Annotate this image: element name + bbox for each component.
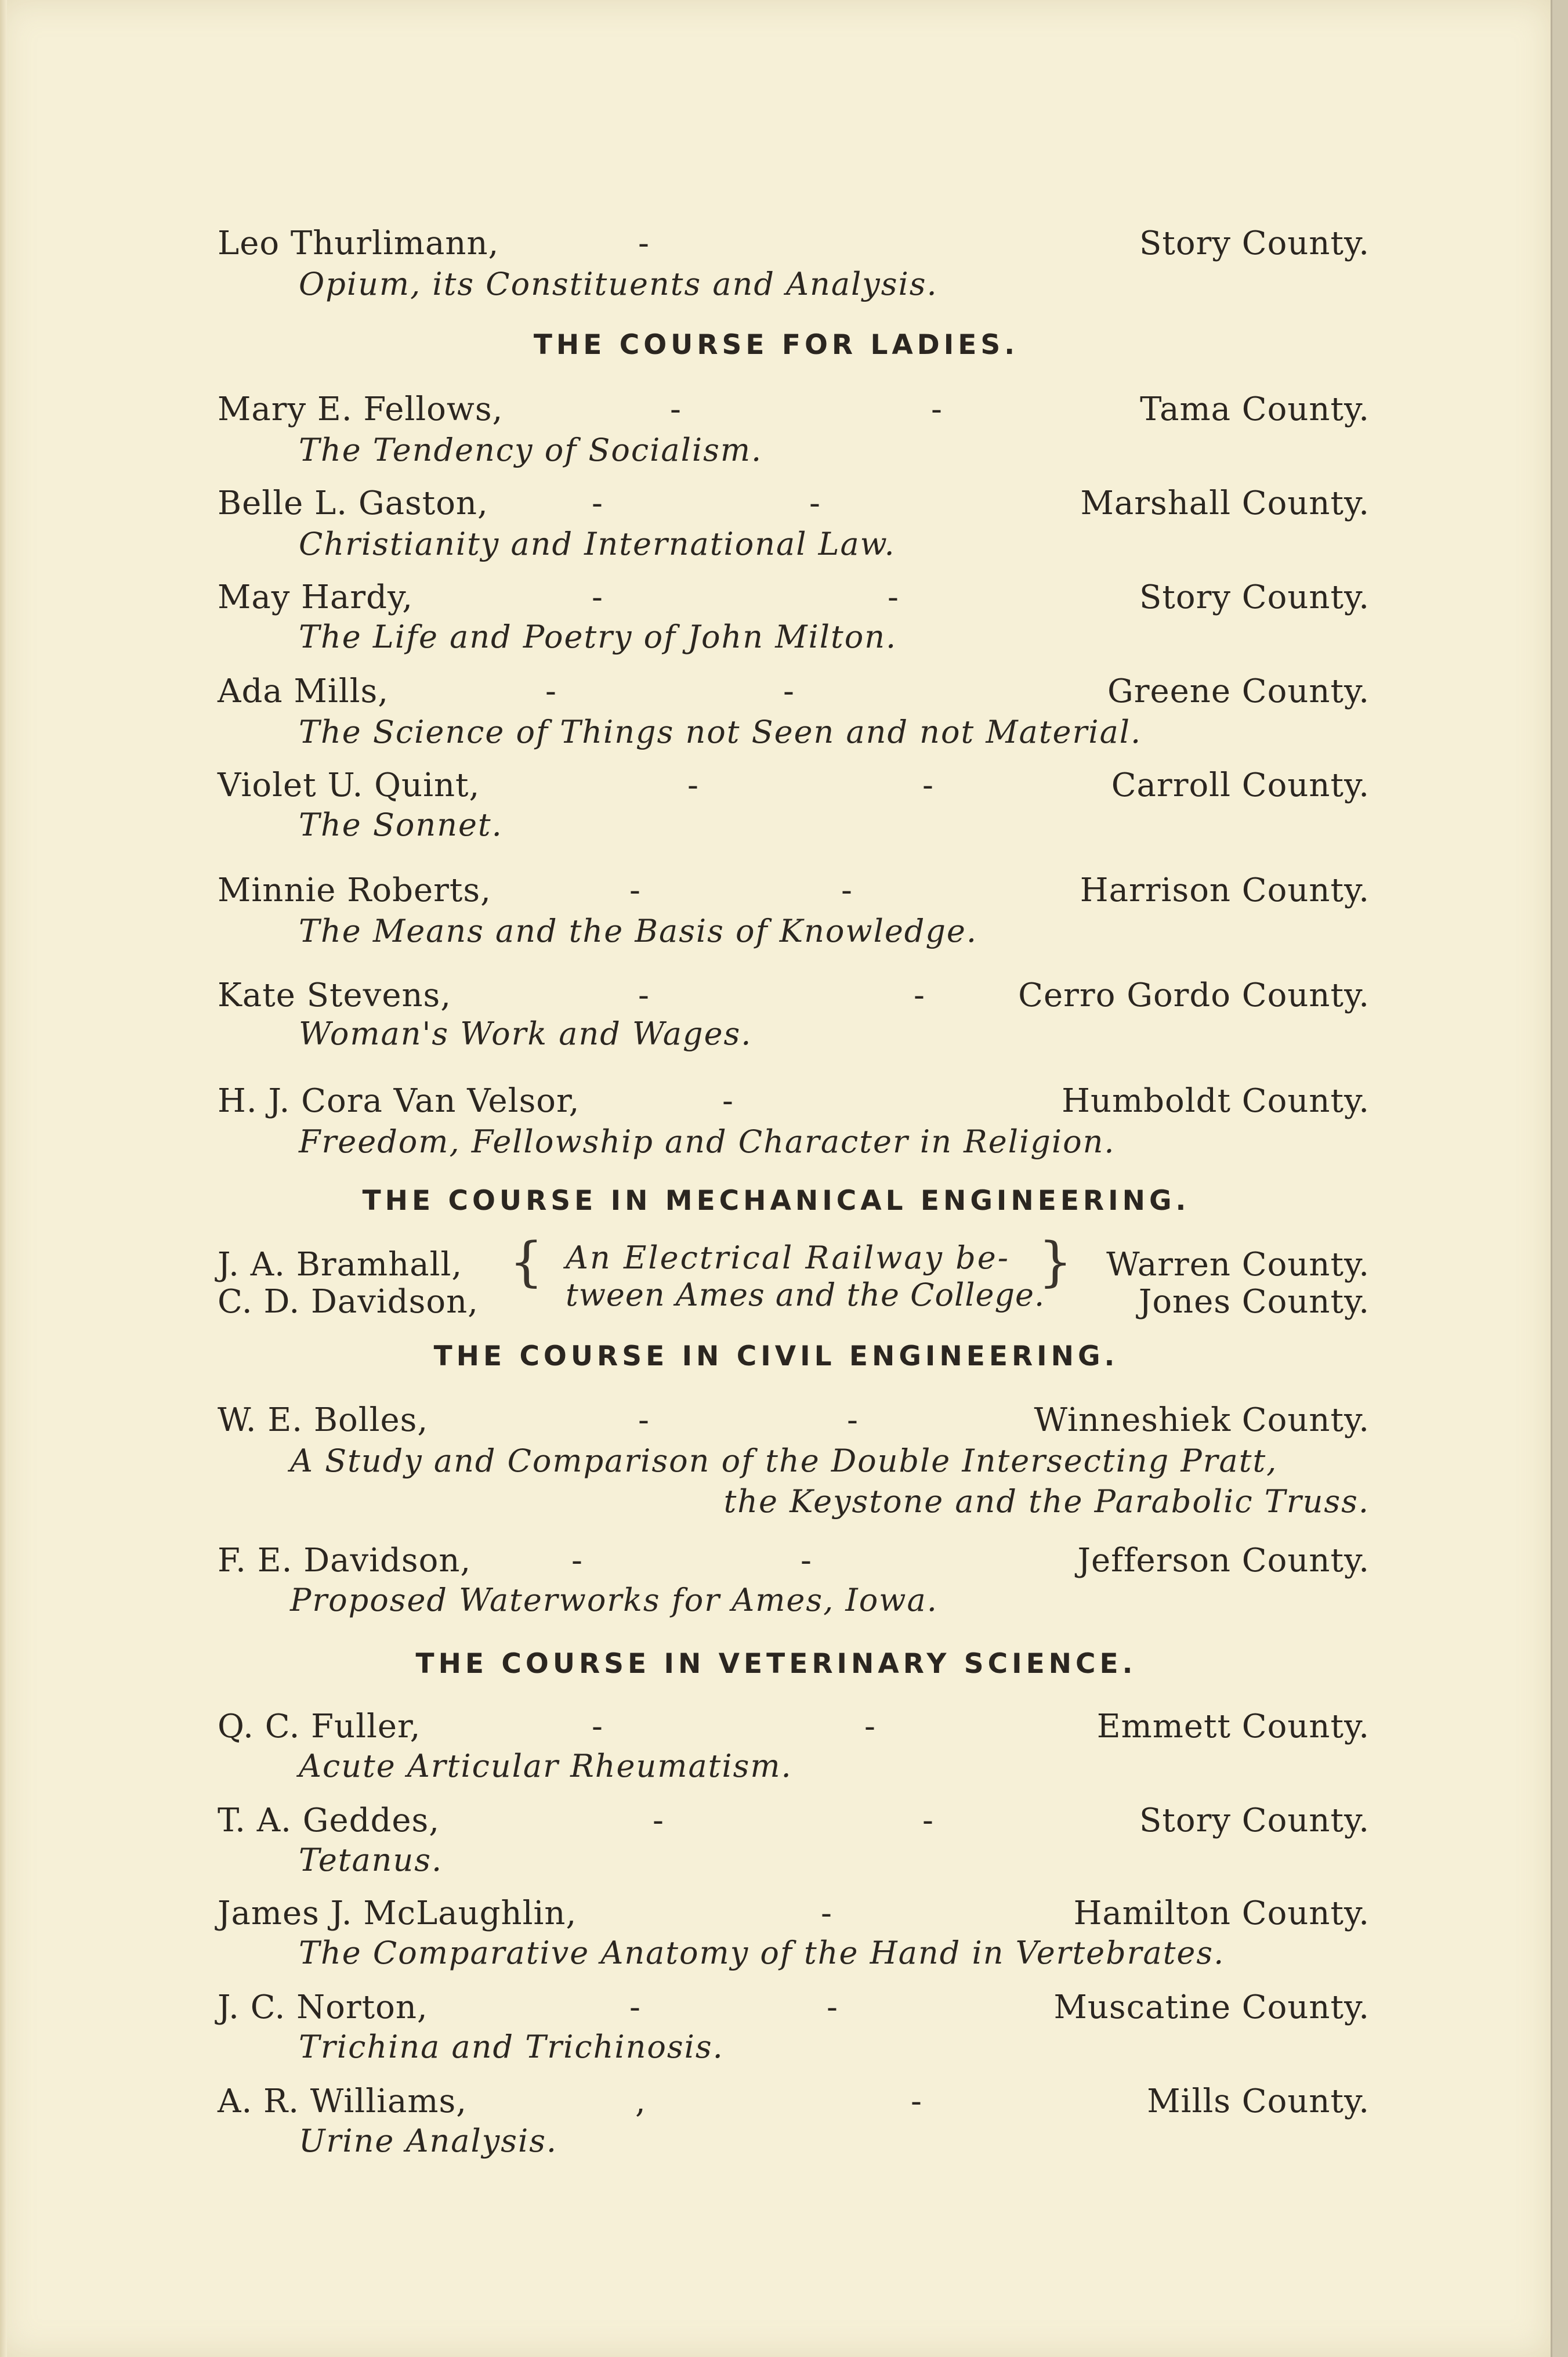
- entry-row: [0, 1886, 1552, 1932]
- student-county: Jones County.: [1138, 1283, 1370, 1321]
- entry-row: [0, 1393, 1552, 1439]
- student-name: C. D. Davidson,: [218, 1283, 479, 1321]
- entry-row: [0, 968, 1552, 1014]
- right-brace: }: [1038, 1231, 1073, 1293]
- student-county: Muscatine County.: [1053, 1989, 1370, 2026]
- dash-separator: -: [931, 391, 942, 428]
- thesis-title-line-2: tween Ames and the College.: [566, 1277, 1045, 1313]
- student-name: A. R. Williams,: [218, 2083, 468, 2120]
- dash-separator: -: [638, 225, 649, 262]
- student-name: May Hardy,: [218, 579, 414, 616]
- student-name: Minnie Roberts,: [218, 872, 491, 909]
- thesis-title: The Tendency of Socialism.: [299, 432, 763, 468]
- comma-separator: ,: [635, 2083, 646, 2120]
- dash-separator: -: [687, 767, 698, 804]
- dash-separator: -: [847, 1401, 858, 1439]
- thesis-title-line-2: the Keystone and the Parabolic Truss.: [723, 1483, 1370, 1520]
- student-county: Hamilton County.: [1073, 1895, 1370, 1932]
- student-county: Greene County.: [1107, 673, 1370, 710]
- dash-separator: -: [809, 485, 820, 522]
- entry-row: [0, 863, 1552, 909]
- dash-separator: -: [629, 1989, 640, 2026]
- dash-separator: -: [592, 1708, 603, 1745]
- student-county: Humboldt County.: [1062, 1082, 1370, 1120]
- student-name: Ada Mills,: [218, 673, 389, 710]
- thesis-title: Woman's Work and Wages.: [299, 1015, 752, 1052]
- entry-row: [0, 1073, 1552, 1120]
- thesis-title: Opium, its Constituents and Analysis.: [299, 266, 938, 302]
- dash-separator: -: [911, 2083, 922, 2120]
- dash-separator: -: [722, 1082, 733, 1120]
- dash-separator: -: [864, 1708, 875, 1745]
- student-county: Story County.: [1139, 579, 1370, 616]
- section-heading-ladies: THE COURSE FOR LADIES.: [533, 329, 1019, 361]
- dash-separator: -: [783, 673, 794, 710]
- student-name: Q. C. Fuller,: [218, 1708, 421, 1745]
- dash-separator: -: [629, 872, 640, 909]
- student-county: Winneshiek County.: [1034, 1401, 1370, 1439]
- thesis-title: The Science of Things not Seen and not Material.: [299, 714, 1142, 750]
- dash-separator: -: [827, 1989, 838, 2026]
- dash-separator: -: [638, 1401, 649, 1439]
- section-heading-mechanical: THE COURSE IN MECHANICAL ENGINEERING.: [362, 1185, 1190, 1217]
- thesis-title: Proposed Waterworks for Ames, Iowa.: [290, 1582, 938, 1618]
- student-county: Story County.: [1139, 225, 1370, 262]
- student-name: Violet U. Quint,: [218, 767, 480, 804]
- dash-separator: -: [888, 579, 899, 616]
- thesis-title: The Life and Poetry of John Milton.: [299, 619, 897, 655]
- dash-separator: -: [922, 767, 933, 804]
- entry-row: [0, 664, 1552, 710]
- dash-separator: -: [592, 579, 603, 616]
- student-county: Cerro Gordo County.: [1018, 977, 1370, 1014]
- thesis-title-line-1: A Study and Comparison of the Double Intersecting Pratt,: [290, 1443, 1278, 1479]
- student-county: Harrison County.: [1080, 872, 1370, 909]
- thesis-title: Trichina and Trichinosis.: [299, 2029, 724, 2065]
- entry-row: [0, 2074, 1552, 2120]
- student-name: W. E. Bolles,: [218, 1401, 429, 1439]
- thesis-title: Acute Articular Rheumatism.: [299, 1748, 792, 1784]
- dash-separator: -: [914, 977, 925, 1014]
- entry-row: [0, 476, 1552, 522]
- student-county: Marshall County.: [1080, 485, 1370, 522]
- student-name: T. A. Geddes,: [218, 1802, 440, 1839]
- page-right-edge: [1551, 0, 1568, 2357]
- student-county: Emmett County.: [1096, 1708, 1370, 1745]
- student-name: Belle L. Gaston,: [218, 485, 488, 522]
- thesis-title-line-1: An Electrical Railway be-: [566, 1239, 1010, 1276]
- student-county: Tama County.: [1140, 391, 1370, 428]
- dash-separator: -: [545, 673, 556, 710]
- thesis-title: Urine Analysis.: [299, 2123, 558, 2159]
- entry-row: [0, 1699, 1552, 1745]
- section-heading-civil: THE COURSE IN CIVIL ENGINEERING.: [433, 1340, 1119, 1372]
- thesis-title: Freedom, Fellowship and Character in Religion.: [299, 1123, 1116, 1160]
- entry-row: [0, 1533, 1552, 1579]
- dash-separator: -: [571, 1542, 582, 1579]
- dash-separator: -: [670, 391, 681, 428]
- student-county: Carroll County.: [1111, 767, 1370, 804]
- dash-separator: -: [801, 1542, 812, 1579]
- thesis-title: The Comparative Anatomy of the Hand in Vertebrates.: [299, 1935, 1225, 1971]
- student-name: F. E. Davidson,: [218, 1542, 472, 1579]
- student-county: Warren County.: [1106, 1246, 1370, 1284]
- thesis-title: The Sonnet.: [299, 807, 503, 843]
- thesis-title: The Means and the Basis of Knowledge.: [299, 913, 978, 949]
- thesis-title: Tetanus.: [299, 1842, 443, 1878]
- entry-row: [0, 1980, 1552, 2026]
- entry-row: [0, 570, 1552, 616]
- dash-separator: -: [638, 977, 649, 1014]
- student-name: H. J. Cora Van Velsor,: [218, 1082, 580, 1120]
- student-name: J. C. Norton,: [218, 1989, 428, 2026]
- student-name: Kate Stevens,: [218, 977, 452, 1014]
- left-brace: {: [509, 1231, 544, 1293]
- student-county: Story County.: [1139, 1802, 1370, 1839]
- student-name: Leo Thurlimann,: [218, 225, 499, 262]
- dash-separator: -: [592, 485, 603, 522]
- student-name: James J. McLaughlin,: [218, 1895, 577, 1932]
- dash-separator: -: [653, 1802, 664, 1839]
- student-county: Mills County.: [1147, 2083, 1370, 2120]
- student-name: J. A. Bramhall,: [218, 1246, 463, 1284]
- dash-separator: -: [821, 1895, 832, 1932]
- dash-separator: -: [841, 872, 852, 909]
- entry-row: [0, 382, 1552, 428]
- entry-row: [0, 216, 1552, 262]
- entry-row: [0, 1793, 1552, 1839]
- entry-row: [0, 758, 1552, 804]
- dash-separator: -: [922, 1802, 933, 1839]
- student-county: Jefferson County.: [1077, 1542, 1370, 1579]
- student-name: Mary E. Fellows,: [218, 391, 504, 428]
- thesis-title: Christianity and International Law.: [299, 526, 896, 562]
- section-heading-veterinary: THE COURSE IN VETERINARY SCIENCE.: [415, 1648, 1137, 1680]
